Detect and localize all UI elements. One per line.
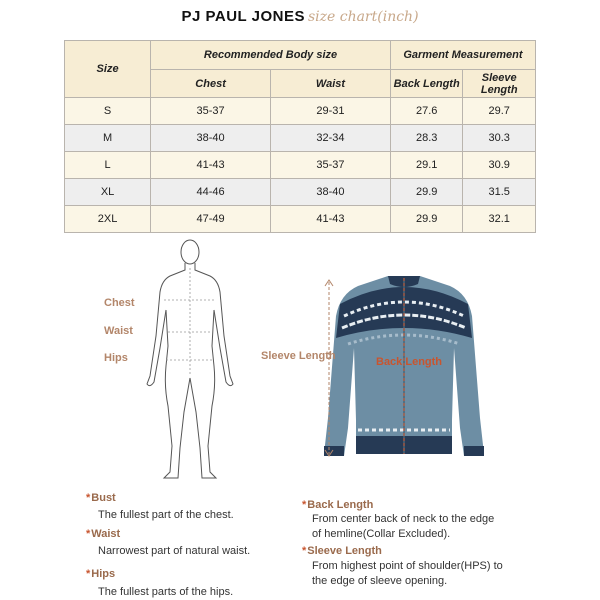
def-bust-title: *Bust: [86, 492, 116, 504]
def-waist-title: *Waist: [86, 528, 121, 540]
cell-back: 29.9: [390, 179, 463, 206]
header-back-length: Back Length: [390, 70, 463, 98]
table-row: [65, 98, 536, 125]
def-back-text-2: of hemline(Collar Excluded).: [312, 528, 451, 540]
header-body-size: Recommended Body size: [151, 41, 391, 70]
header-sleeve-length: Sleeve Length: [463, 70, 536, 98]
cell-waist: 38-40: [271, 179, 391, 206]
cell-chest: 35-37: [151, 98, 271, 125]
cell-chest: 44-46: [151, 179, 271, 206]
def-sleeve-title: *Sleeve Length: [302, 545, 382, 557]
header-size: Size: [65, 41, 151, 98]
table-row: [65, 179, 536, 206]
cell-sleeve: 30.3: [463, 125, 536, 152]
chart-title: [0, 8, 600, 26]
cell-waist: 32-34: [271, 125, 391, 152]
def-waist-text: Narrowest part of natural waist.: [98, 545, 251, 557]
cell-size: L: [65, 152, 151, 179]
size-table: [64, 40, 536, 233]
header-waist: Waist: [271, 70, 391, 98]
label-hips: Hips: [104, 352, 128, 364]
def-back-text-1: From center back of neck to the edge: [312, 513, 495, 525]
def-sleeve-text-1: From highest point of shoulder(HPS) to: [312, 560, 503, 572]
header-chest: Chest: [151, 70, 271, 98]
cell-sleeve: 31.5: [463, 179, 536, 206]
def-back-title: *Back Length: [302, 499, 374, 511]
def-sleeve-text-2: the edge of sleeve opening.: [312, 575, 448, 587]
header-garment: Garment Measurement: [390, 41, 535, 70]
cell-chest: 38-40: [151, 125, 271, 152]
cell-size: 2XL: [65, 206, 151, 233]
body-figure: [130, 236, 260, 486]
cell-back: 29.1: [390, 152, 463, 179]
cell-size: XL: [65, 179, 151, 206]
table-row: [65, 125, 536, 152]
cell-back: 27.6: [390, 98, 463, 125]
cell-sleeve: 32.1: [463, 206, 536, 233]
cell-sleeve: 30.9: [463, 152, 536, 179]
label-chest: Chest: [104, 297, 135, 309]
cell-waist: 35-37: [271, 152, 391, 179]
cell-size: S: [65, 98, 151, 125]
def-bust-text: The fullest part of the chest.: [98, 509, 234, 521]
cell-chest: 47-49: [151, 206, 271, 233]
cell-size: M: [65, 125, 151, 152]
cell-back: 29.9: [390, 206, 463, 233]
cell-back: 28.3: [390, 125, 463, 152]
label-sleeve-length: Sleeve Length: [261, 350, 336, 362]
def-hips-title: *Hips: [86, 568, 116, 580]
table-row: [65, 152, 536, 179]
sleeve-measure-line: [322, 278, 336, 458]
brand-name: PJ PAUL JONES: [181, 8, 305, 25]
cell-waist: 41-43: [271, 206, 391, 233]
table-row: [65, 206, 536, 233]
def-hips-text: The fullest parts of the hips.: [98, 586, 234, 598]
cell-sleeve: 29.7: [463, 98, 536, 125]
label-back-length: Back Length: [376, 356, 443, 368]
cell-waist: 29-31: [271, 98, 391, 125]
cell-chest: 41-43: [151, 152, 271, 179]
label-waist: Waist: [104, 325, 133, 337]
size-chart-subtitle: size chart(inch): [307, 9, 419, 25]
